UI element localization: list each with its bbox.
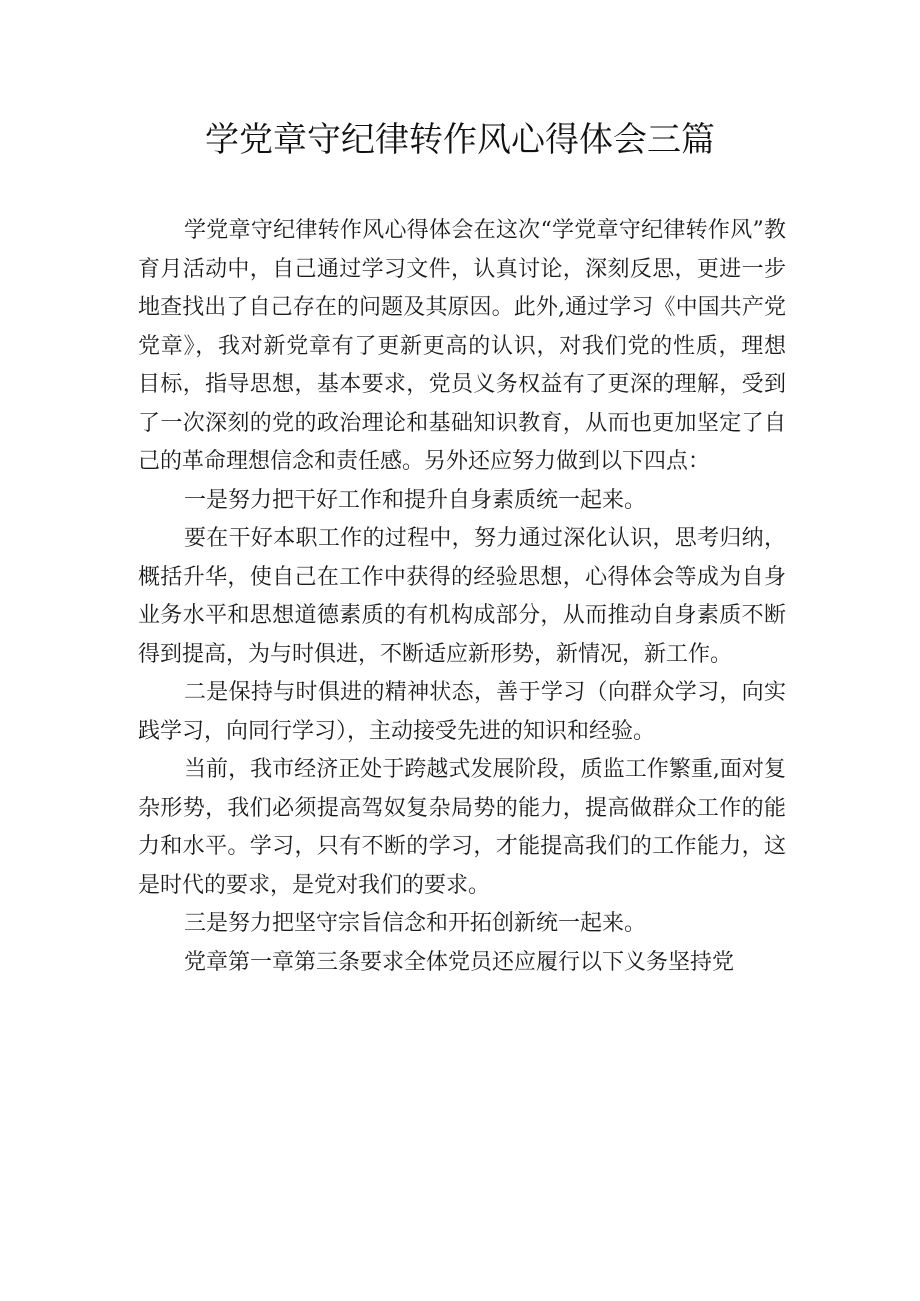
paragraph-point-one: 一是努力把干好工作和提升自身素质统一起来。	[184, 487, 647, 513]
paragraph-point-three-detail: 党章第一章第三条要求全体党员还应履行以下义务坚持党	[184, 949, 735, 975]
paragraph-point-one-detail: 要在干好本职工作的过程中，努力通过深化认识，思考归纳，概括升华，使自己在工作中获得的经验思想，心得体会等成为自身业务水平和思想道德素质的有机构成部分，从而推动自身素质不断得到提高，为与时俱进，不断适应新形势，新情况，新工作。	[138, 526, 786, 667]
paragraph-point-two: 二是保持与时俱进的精神状态，善于学习（向群众学习，向实践学习，向同行学习），主动接受先进的知识和经验。	[138, 680, 786, 744]
document-body	[138, 212, 786, 982]
document-title: 学党章守纪律转作风心得体会三篇	[205, 120, 715, 160]
paragraph-point-two-detail: 当前，我市经济正处于跨越式发展阶段，质监工作繁重,面对复杂形势，我们必须提高驾奴复杂局势的能力，提高做群众工作的能力和水平。学习，只有不断的学习，才能提高我们的工作能力，这是时代的要求，是党对我们的要求。	[138, 757, 786, 898]
paragraph-point-three: 三是努力把坚守宗旨信念和开拓创新统一起来。	[184, 911, 647, 936]
paragraph-intro: 学党章守纪律转作风心得体会在这次“学党章守纪律转作风”教育月活动中，自己通过学习文件，认真讨论，深刻反思，更进一步地查找出了自己存在的问题及其原因。此外,通过学习《中国共产党党章》，我对新党章有了更新更高的认识，对我们党的性质，理想目标，指导思想，基本要求，党员义务权益有了更深的理解，受到了一次深刻的党的政治理论和基础知识教育，从而也更加坚定了自己的革命理想信念和责任感。另外还应努力做到以下四点：	[138, 218, 786, 474]
